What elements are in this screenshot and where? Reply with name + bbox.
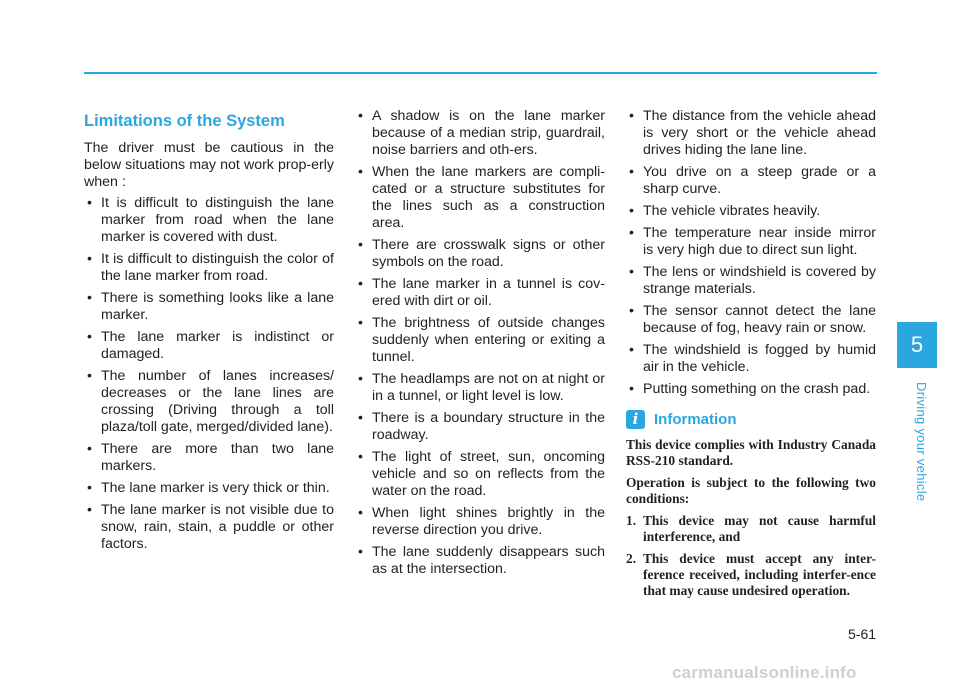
page-number: 5-61 — [848, 626, 877, 642]
list-item: • The number of lanes increases/ decreases or the lane lines are crossing (Driving through a toll plaza/toll gate, merged/divided lane). — [84, 368, 334, 436]
list-item: • There is a boundary structure in the roadway. — [355, 410, 605, 444]
list-item: • The headlamps are not on at night or in a tunnel, or light level is low. — [355, 371, 605, 405]
limitations-list-3 — [626, 108, 876, 398]
limitations-list-2 — [355, 108, 605, 578]
list-item: • The lens or windshield is covered by strange materials. — [626, 264, 876, 298]
header-rule — [84, 72, 877, 74]
chapter-title: Driving your vehicle — [914, 382, 929, 502]
section-title: Limitations of the System — [84, 112, 285, 130]
condition-text: This device may not cause harmful interference, and — [643, 513, 876, 544]
list-item: • A shadow is on the lane marker because of a median strip, guardrail, noise barriers and oth-ers. — [355, 108, 605, 159]
list-item: • It is difficult to distinguish the lane marker from road when the lane marker is covered with dust. — [84, 195, 334, 246]
conditions-list — [626, 513, 876, 599]
condition-item — [626, 513, 876, 545]
condition-item — [626, 551, 876, 599]
list-item: • There are more than two lane markers. — [84, 441, 334, 475]
information-icon: i — [626, 410, 645, 429]
condition-number: 1. — [626, 513, 637, 528]
condition-number: 2. — [626, 551, 637, 566]
list-item: • When light shines brightly in the reverse direction you drive. — [355, 505, 605, 539]
column-right — [626, 108, 876, 605]
list-item: • The windshield is fogged by humid air in the vehicle. — [626, 342, 876, 376]
list-item: • The lane suddenly disappears such as at the intersection. — [355, 544, 605, 578]
limitations-list-1 — [84, 195, 334, 553]
list-item: • There are crosswalk signs or other symbols on the road. — [355, 237, 605, 271]
information-header — [626, 410, 876, 429]
information-title: Information — [654, 411, 737, 428]
list-item: • The lane marker in a tunnel is cov-ered with dirt or oil. — [355, 276, 605, 310]
column-middle — [355, 108, 605, 583]
list-item: • The vehicle vibrates heavily. — [626, 203, 876, 220]
chapter-number-tab: 5 — [897, 322, 937, 368]
list-item: • There is something looks like a lane marker. — [84, 290, 334, 324]
list-item: • You drive on a steep grade or a sharp curve. — [626, 164, 876, 198]
list-item: • The sensor cannot detect the lane because of fog, heavy rain or snow. — [626, 303, 876, 337]
intro-paragraph: The driver must be cautious in the below situations may not work prop-erly when : — [84, 140, 334, 190]
list-item: • It is difficult to distinguish the color of the lane marker from road. — [84, 251, 334, 285]
list-item: • Putting something on the crash pad. — [626, 381, 876, 398]
list-item: • The light of street, sun, oncoming vehicle and so on reflects from the water on the road. — [355, 449, 605, 500]
list-item: • The distance from the vehicle ahead is very short or the vehicle ahead drives hiding the lane line. — [626, 108, 876, 159]
list-item: • When the lane markers are compli-cated or a structure substitutes for the lines such as a construction area. — [355, 164, 605, 232]
column-left — [84, 108, 334, 558]
list-item: • The brightness of outside changes suddenly when entering or exiting a tunnel. — [355, 315, 605, 366]
watermark: carmanualsonline.info — [672, 663, 857, 682]
list-item: • The temperature near inside mirror is very high due to direct sun light. — [626, 225, 876, 259]
list-item: • The lane marker is not visible due to snow, rain, stain, a puddle or other factors. — [84, 502, 334, 553]
information-paragraph: Operation is subject to the following two conditions: — [626, 475, 876, 506]
list-item: • The lane marker is very thick or thin. — [84, 480, 334, 497]
information-paragraph: This device complies with Industry Canada RSS-210 standard. — [626, 437, 876, 468]
condition-text: This device must accept any inter-ference received, including interfer-ence that may cause undesired operation. — [643, 551, 876, 598]
list-item: • The lane marker is indistinct or damaged. — [84, 329, 334, 363]
information-body — [626, 437, 876, 599]
